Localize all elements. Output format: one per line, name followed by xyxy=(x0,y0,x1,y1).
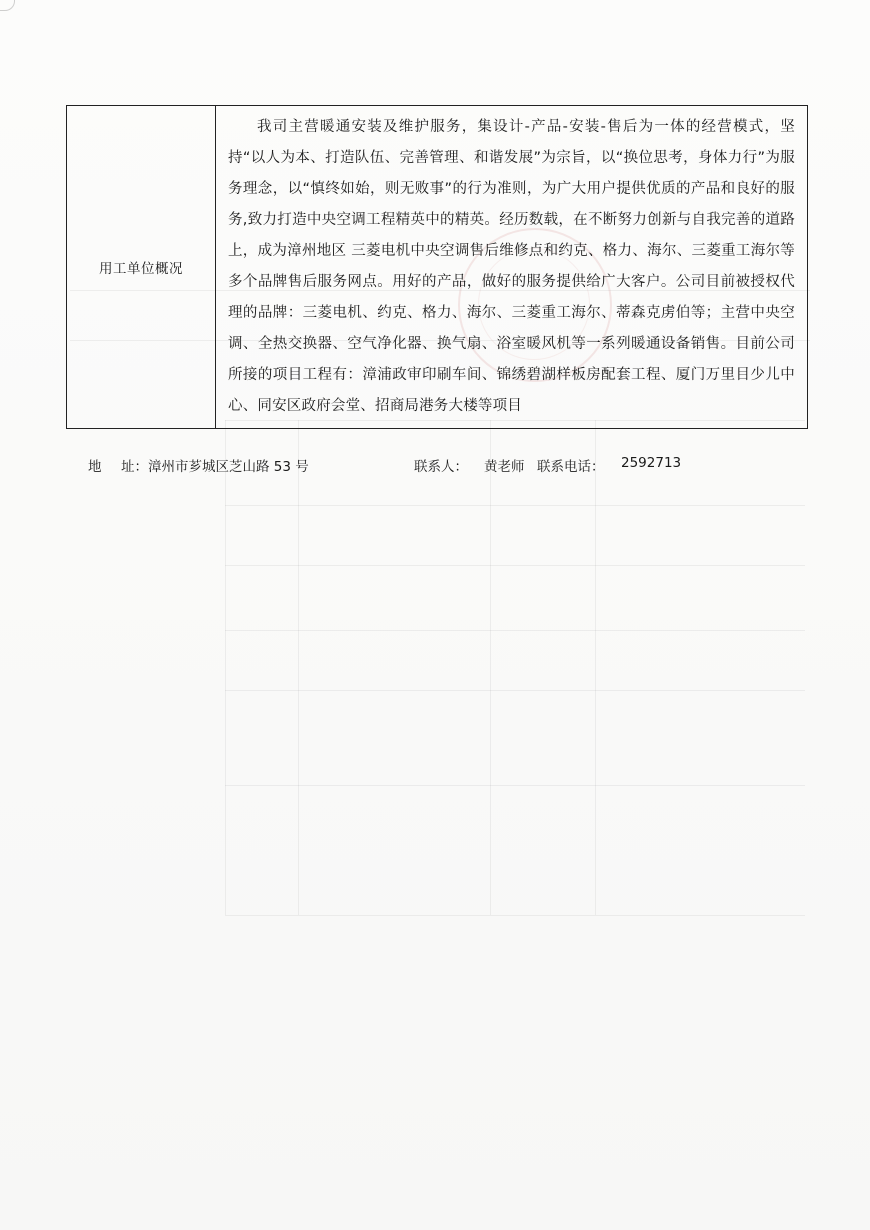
bleed-through-line xyxy=(225,915,805,916)
address-value: 漳州市芗城区芝山路 53 号 xyxy=(148,459,309,475)
contact-person-label: 联系人： xyxy=(414,459,468,475)
bleed-through-line xyxy=(595,420,596,915)
bleed-through-line xyxy=(225,565,805,566)
bleed-through-line xyxy=(225,690,805,691)
overview-content: 我司主营暖通安装及维护服务，集设计-产品-安装-售后为一体的经营模式，坚持“以人为本、打造队伍、完善管理、和谐发展”为宗旨，以“换位思考，身体力行”为服务理念，以“慎终如始，则无败事”的行为准则，为广大用户提供优质的产品和良好的服务,致力打造中央空调工程精英中的精英。经历数载，在不断努力创新与自我完善的道路上，成为漳州地区 三菱电机中央空调售后维修点和约克、格力、海尔、三菱重工海尔等多个品牌售后服务网点。用好的产品，做好的服务提供给广大客户。公司目前被授权代理的品牌：三菱电机、约克、格力、海尔、三菱重工海尔、蒂森克虏伯等；主营中央空调、全热交换器、空气净化器、换气扇、浴室暖风机等一系列暖通设备销售。目前公司所接的项目工程有：漳浦政审印刷车间、锦绣碧湖样板房配套工程、厦门万里目少儿中心、同安区政府会堂、招商局港务大楼等项目 xyxy=(216,106,808,429)
bleed-through-line xyxy=(298,420,299,915)
bleed-through-line xyxy=(225,630,805,631)
address-label-char: 址： xyxy=(121,459,148,475)
bleed-through-line xyxy=(225,785,805,786)
address-label-char: 地 xyxy=(88,459,102,475)
phone-label: 联系电话： xyxy=(537,459,605,475)
contact-person-value: 黄老师 xyxy=(484,459,525,475)
overview-label: 用工单位概况 xyxy=(67,106,216,429)
page-corner-fold xyxy=(0,0,15,11)
phone-value: 2592713 xyxy=(621,455,682,471)
bleed-through-line xyxy=(490,420,491,915)
employer-overview-table xyxy=(66,105,808,429)
bleed-through-line xyxy=(225,420,226,915)
bleed-through-line xyxy=(225,505,805,506)
table-row xyxy=(67,106,808,429)
